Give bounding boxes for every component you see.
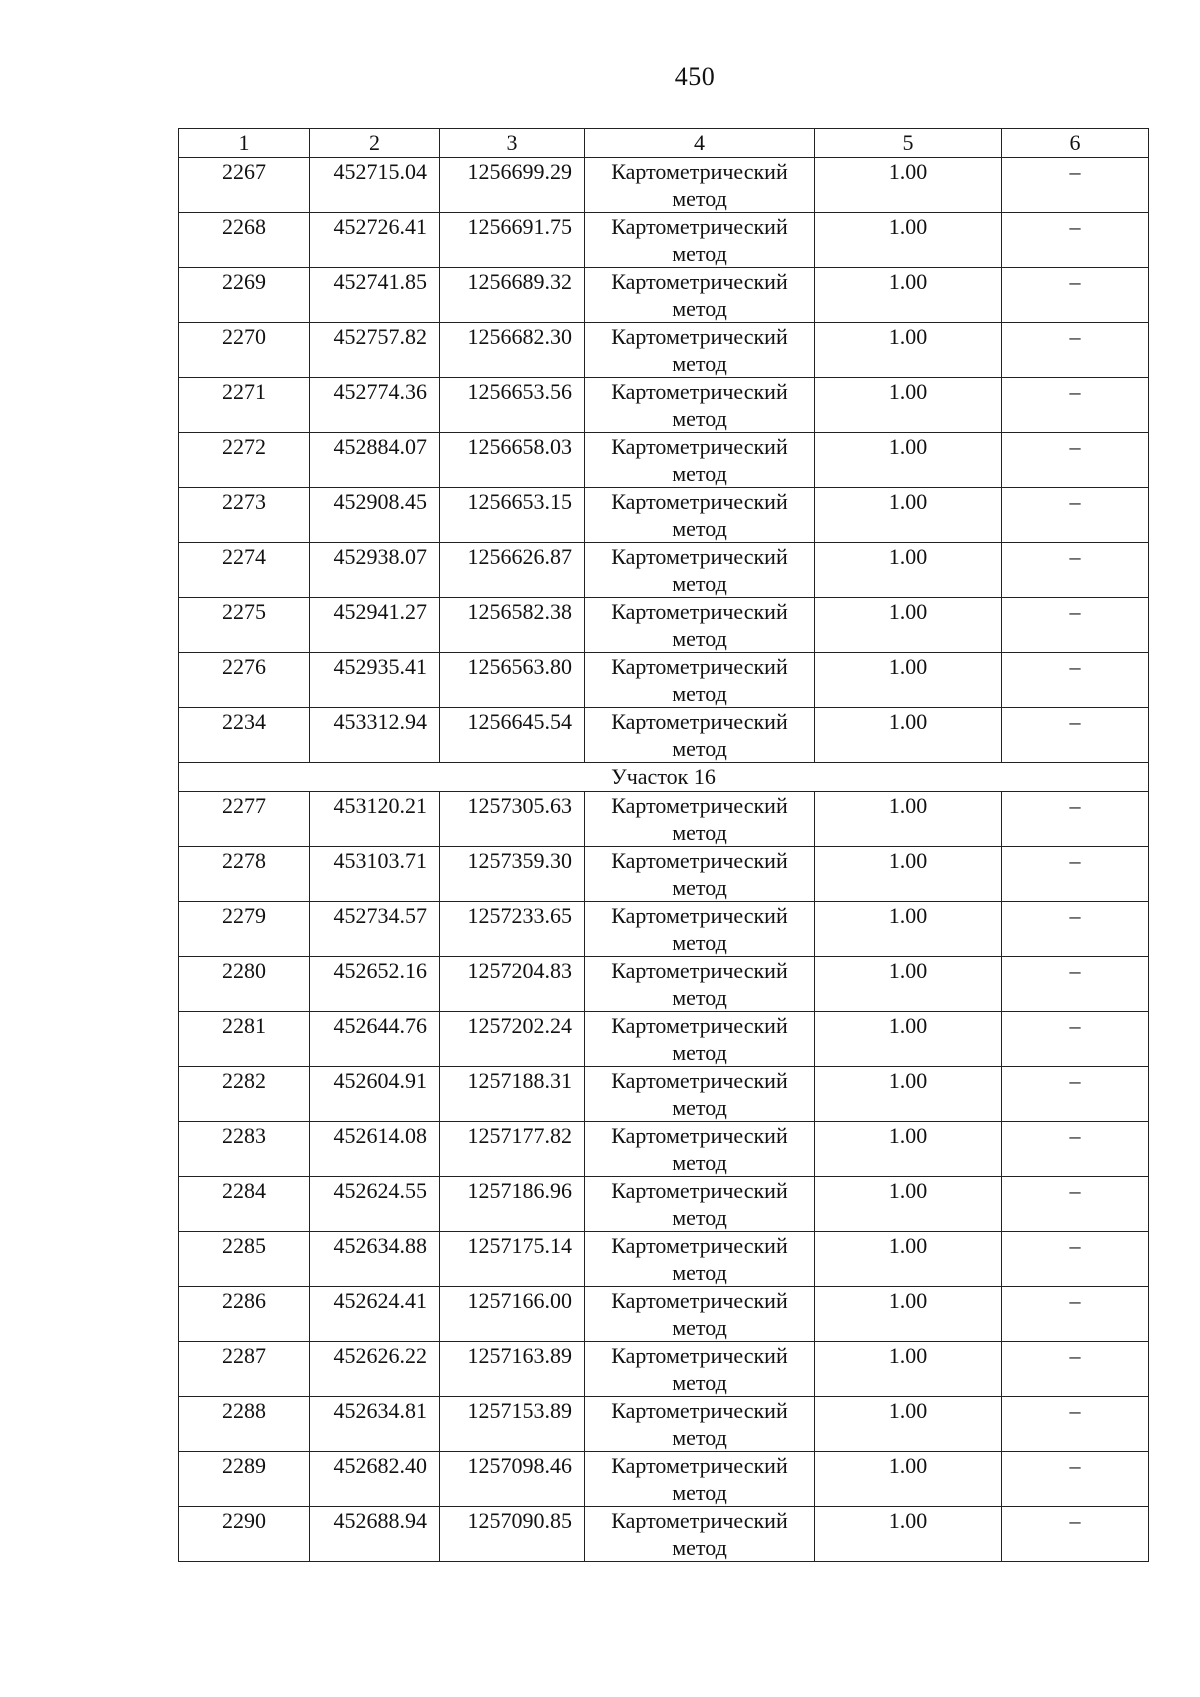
description-cell: – <box>1002 1122 1149 1177</box>
table-row <box>179 1342 1149 1397</box>
coord-y-cell: 1256582.38 <box>440 598 585 653</box>
method-text: Картометрический метод <box>611 214 788 266</box>
table-row <box>179 653 1149 708</box>
coord-x-cell: 452614.08 <box>310 1122 440 1177</box>
coord-y-cell: 1257090.85 <box>440 1507 585 1562</box>
point-number-cell: 2277 <box>179 792 310 847</box>
point-number-cell: 2267 <box>179 158 310 213</box>
coord-y-cell: 1256691.75 <box>440 213 585 268</box>
point-number-cell: 2275 <box>179 598 310 653</box>
method-text: Картометрический метод <box>611 434 788 486</box>
coord-y-cell: 1256626.87 <box>440 543 585 598</box>
method-cell <box>585 708 815 763</box>
precision-cell: 1.00 <box>815 598 1002 653</box>
precision-cell: 1.00 <box>815 1342 1002 1397</box>
method-text: Картометрический метод <box>611 903 788 955</box>
point-number-cell: 2290 <box>179 1507 310 1562</box>
point-number-cell: 2283 <box>179 1122 310 1177</box>
method-cell <box>585 1067 815 1122</box>
coord-y-cell: 1257204.83 <box>440 957 585 1012</box>
page-number: 450 <box>674 62 716 91</box>
table-row <box>179 1012 1149 1067</box>
method-text: Картометрический метод <box>611 379 788 431</box>
method-text: Картометрический метод <box>611 958 788 1010</box>
point-number-cell: 2288 <box>179 1397 310 1452</box>
coord-y-cell: 1256653.15 <box>440 488 585 543</box>
method-cell <box>585 598 815 653</box>
precision-cell: 1.00 <box>815 488 1002 543</box>
precision-cell: 1.00 <box>815 792 1002 847</box>
precision-cell: 1.00 <box>815 1397 1002 1452</box>
description-cell: – <box>1002 1342 1149 1397</box>
method-cell <box>585 1232 815 1287</box>
coord-x-cell: 452626.22 <box>310 1342 440 1397</box>
precision-cell: 1.00 <box>815 1122 1002 1177</box>
method-cell <box>585 1287 815 1342</box>
method-cell <box>585 1342 815 1397</box>
table-row <box>179 792 1149 847</box>
coord-x-cell: 452757.82 <box>310 323 440 378</box>
coord-y-cell: 1257153.89 <box>440 1397 585 1452</box>
precision-cell: 1.00 <box>815 1067 1002 1122</box>
description-cell: – <box>1002 1287 1149 1342</box>
description-cell: – <box>1002 957 1149 1012</box>
point-number-cell: 2272 <box>179 433 310 488</box>
coord-x-cell: 452941.27 <box>310 598 440 653</box>
table-row <box>179 957 1149 1012</box>
description-cell: – <box>1002 488 1149 543</box>
precision-cell: 1.00 <box>815 1287 1002 1342</box>
table-row <box>179 1122 1149 1177</box>
description-cell: – <box>1002 323 1149 378</box>
description-cell: – <box>1002 847 1149 902</box>
column-header-1: 1 <box>179 129 310 158</box>
table-row <box>179 543 1149 598</box>
coord-x-cell: 452604.91 <box>310 1067 440 1122</box>
coord-y-cell: 1257166.00 <box>440 1287 585 1342</box>
description-cell: – <box>1002 1452 1149 1507</box>
method-text: Картометрический метод <box>611 1233 788 1285</box>
coord-x-cell: 452624.41 <box>310 1287 440 1342</box>
table-row <box>179 488 1149 543</box>
table-row <box>179 1067 1149 1122</box>
table-row <box>179 847 1149 902</box>
method-cell <box>585 488 815 543</box>
point-number-cell: 2282 <box>179 1067 310 1122</box>
point-number-cell: 2269 <box>179 268 310 323</box>
method-text: Картометрический метод <box>611 1123 788 1175</box>
table-row <box>179 902 1149 957</box>
description-cell: – <box>1002 598 1149 653</box>
description-cell: – <box>1002 378 1149 433</box>
coord-x-cell: 452634.88 <box>310 1232 440 1287</box>
point-number-cell: 2276 <box>179 653 310 708</box>
point-number-cell: 2278 <box>179 847 310 902</box>
description-cell: – <box>1002 1012 1149 1067</box>
table-row <box>179 1177 1149 1232</box>
coord-x-cell: 452774.36 <box>310 378 440 433</box>
method-cell <box>585 1452 815 1507</box>
column-header-6: 6 <box>1002 129 1149 158</box>
point-number-cell: 2279 <box>179 902 310 957</box>
coord-y-cell: 1257188.31 <box>440 1067 585 1122</box>
coord-x-cell: 453103.71 <box>310 847 440 902</box>
coord-y-cell: 1256645.54 <box>440 708 585 763</box>
method-text: Картометрический метод <box>611 1288 788 1340</box>
coord-x-cell: 452644.76 <box>310 1012 440 1067</box>
coord-y-cell: 1256682.30 <box>440 323 585 378</box>
table-row <box>179 323 1149 378</box>
coord-x-cell: 452652.16 <box>310 957 440 1012</box>
coord-x-cell: 452741.85 <box>310 268 440 323</box>
method-text: Картометрический метод <box>611 544 788 596</box>
method-cell <box>585 847 815 902</box>
method-cell <box>585 323 815 378</box>
method-cell <box>585 158 815 213</box>
coord-y-cell: 1257186.96 <box>440 1177 585 1232</box>
coord-y-cell: 1257177.82 <box>440 1122 585 1177</box>
point-number-cell: 2274 <box>179 543 310 598</box>
method-text: Картометрический метод <box>611 159 788 211</box>
precision-cell: 1.00 <box>815 708 1002 763</box>
coord-x-cell: 452908.45 <box>310 488 440 543</box>
description-cell: – <box>1002 653 1149 708</box>
description-cell: – <box>1002 433 1149 488</box>
table-row <box>179 378 1149 433</box>
coord-x-cell: 452715.04 <box>310 158 440 213</box>
method-text: Картометрический метод <box>611 489 788 541</box>
point-number-cell: 2268 <box>179 213 310 268</box>
section-label: Участок 16 <box>179 763 1149 792</box>
method-text: Картометрический метод <box>611 1398 788 1450</box>
method-text: Картометрический метод <box>611 1453 788 1505</box>
description-cell: – <box>1002 708 1149 763</box>
method-text: Картометрический метод <box>611 324 788 376</box>
table-row <box>179 433 1149 488</box>
header-row <box>179 129 1149 158</box>
table-header <box>179 129 1149 158</box>
column-header-4: 4 <box>585 129 815 158</box>
point-number-cell: 2270 <box>179 323 310 378</box>
description-cell: – <box>1002 543 1149 598</box>
method-cell <box>585 792 815 847</box>
precision-cell: 1.00 <box>815 902 1002 957</box>
coord-x-cell: 452734.57 <box>310 902 440 957</box>
method-cell <box>585 1507 815 1562</box>
precision-cell: 1.00 <box>815 543 1002 598</box>
section-row <box>179 763 1149 792</box>
description-cell: – <box>1002 1067 1149 1122</box>
table-row <box>179 1452 1149 1507</box>
precision-cell: 1.00 <box>815 1507 1002 1562</box>
method-text: Картометрический метод <box>611 709 788 761</box>
method-cell <box>585 1012 815 1067</box>
coord-x-cell: 453120.21 <box>310 792 440 847</box>
coord-y-cell: 1257175.14 <box>440 1232 585 1287</box>
coord-x-cell: 452938.07 <box>310 543 440 598</box>
precision-cell: 1.00 <box>815 653 1002 708</box>
method-text: Картометрический метод <box>611 599 788 651</box>
coord-x-cell: 452884.07 <box>310 433 440 488</box>
coord-y-cell: 1257202.24 <box>440 1012 585 1067</box>
point-number-cell: 2287 <box>179 1342 310 1397</box>
table-row <box>179 1507 1149 1562</box>
table-row <box>179 268 1149 323</box>
method-text: Картометрический метод <box>611 1068 788 1120</box>
coord-y-cell: 1257098.46 <box>440 1452 585 1507</box>
description-cell: – <box>1002 792 1149 847</box>
method-cell <box>585 1397 815 1452</box>
description-cell: – <box>1002 1177 1149 1232</box>
method-cell <box>585 902 815 957</box>
description-cell: – <box>1002 902 1149 957</box>
precision-cell: 1.00 <box>815 847 1002 902</box>
description-cell: – <box>1002 268 1149 323</box>
point-number-cell: 2273 <box>179 488 310 543</box>
coord-y-cell: 1256689.32 <box>440 268 585 323</box>
table-row <box>179 598 1149 653</box>
method-text: Картометрический метод <box>611 654 788 706</box>
method-text: Картометрический метод <box>611 1343 788 1395</box>
method-cell <box>585 653 815 708</box>
point-number-cell: 2286 <box>179 1287 310 1342</box>
description-cell: – <box>1002 1507 1149 1562</box>
precision-cell: 1.00 <box>815 213 1002 268</box>
coord-y-cell: 1256699.29 <box>440 158 585 213</box>
method-cell <box>585 378 815 433</box>
precision-cell: 1.00 <box>815 323 1002 378</box>
coord-y-cell: 1256658.03 <box>440 433 585 488</box>
method-text: Картометрический метод <box>611 1178 788 1230</box>
point-number-cell: 2285 <box>179 1232 310 1287</box>
coord-y-cell: 1256563.80 <box>440 653 585 708</box>
table-row <box>179 1397 1149 1452</box>
point-number-cell: 2280 <box>179 957 310 1012</box>
precision-cell: 1.00 <box>815 433 1002 488</box>
table-row <box>179 1287 1149 1342</box>
method-text: Картометрический метод <box>611 1508 788 1560</box>
coord-x-cell: 452682.40 <box>310 1452 440 1507</box>
coord-y-cell: 1257305.63 <box>440 792 585 847</box>
precision-cell: 1.00 <box>815 378 1002 433</box>
table-body <box>179 158 1149 1562</box>
method-cell <box>585 213 815 268</box>
method-cell <box>585 543 815 598</box>
description-cell: – <box>1002 1232 1149 1287</box>
coord-x-cell: 452726.41 <box>310 213 440 268</box>
column-header-5: 5 <box>815 129 1002 158</box>
coord-x-cell: 452624.55 <box>310 1177 440 1232</box>
coord-x-cell: 452634.81 <box>310 1397 440 1452</box>
method-text: Картометрический метод <box>611 793 788 845</box>
coord-x-cell: 452688.94 <box>310 1507 440 1562</box>
method-cell <box>585 433 815 488</box>
table-row <box>179 158 1149 213</box>
point-number-cell: 2234 <box>179 708 310 763</box>
column-header-3: 3 <box>440 129 585 158</box>
column-header-2: 2 <box>310 129 440 158</box>
coord-x-cell: 452935.41 <box>310 653 440 708</box>
description-cell: – <box>1002 158 1149 213</box>
precision-cell: 1.00 <box>815 1177 1002 1232</box>
table-row <box>179 1232 1149 1287</box>
method-text: Картометрический метод <box>611 848 788 900</box>
coord-y-cell: 1257359.30 <box>440 847 585 902</box>
method-cell <box>585 957 815 1012</box>
method-cell <box>585 1122 815 1177</box>
point-number-cell: 2271 <box>179 378 310 433</box>
point-number-cell: 2281 <box>179 1012 310 1067</box>
precision-cell: 1.00 <box>815 957 1002 1012</box>
precision-cell: 1.00 <box>815 1012 1002 1067</box>
method-cell <box>585 268 815 323</box>
table-row <box>179 213 1149 268</box>
coord-x-cell: 453312.94 <box>310 708 440 763</box>
coordinates-table <box>178 128 1149 1562</box>
precision-cell: 1.00 <box>815 1452 1002 1507</box>
coord-y-cell: 1256653.56 <box>440 378 585 433</box>
precision-cell: 1.00 <box>815 268 1002 323</box>
description-cell: – <box>1002 1397 1149 1452</box>
method-text: Картометрический метод <box>611 269 788 321</box>
point-number-cell: 2289 <box>179 1452 310 1507</box>
method-text: Картометрический метод <box>611 1013 788 1065</box>
precision-cell: 1.00 <box>815 158 1002 213</box>
coord-y-cell: 1257233.65 <box>440 902 585 957</box>
point-number-cell: 2284 <box>179 1177 310 1232</box>
precision-cell: 1.00 <box>815 1232 1002 1287</box>
description-cell: – <box>1002 213 1149 268</box>
method-cell <box>585 1177 815 1232</box>
coord-y-cell: 1257163.89 <box>440 1342 585 1397</box>
table-row <box>179 708 1149 763</box>
